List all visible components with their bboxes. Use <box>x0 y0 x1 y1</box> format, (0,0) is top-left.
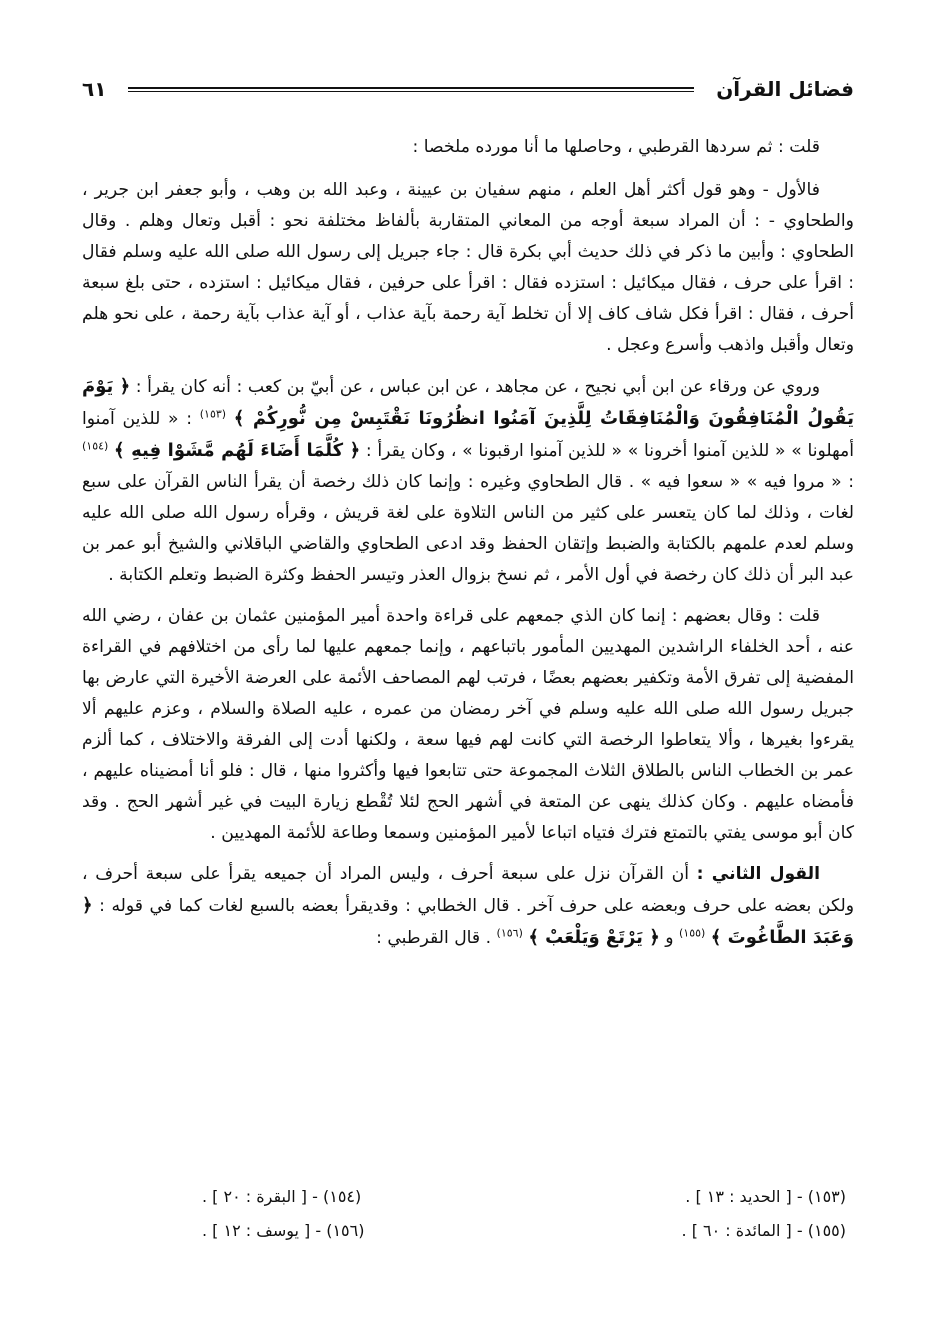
page-body <box>82 132 854 964</box>
footnote-ref: (١٥٣) <box>199 407 227 421</box>
quran-verse: ﴿ يَوْمَ يَقُولُ الْمُنَافِقُونَ وَالْمُنَافِقَاتُ لِلَّذِينَ آمَنُوا انظُرُونَا نَقْتَبِسْ مِن نُّورِكُمْ ﴾ <box>82 376 854 429</box>
footnote-ref: (١٥٤) <box>82 439 109 453</box>
quran-verse: ﴿ وَعَبَدَ الطَّاغُوتَ ﴾ <box>82 895 854 948</box>
page-number: ٦١ <box>82 77 107 101</box>
paragraph-text: . قال القرطبي : <box>376 928 492 948</box>
footnote-item: (١٥٦) - [ يوسف : ١٢ ] . <box>202 1221 365 1240</box>
footnote-ref: (١٥٦) <box>496 926 523 940</box>
header-rule <box>128 87 694 92</box>
conjunction: و <box>665 928 674 948</box>
running-title: فضائل القرآن <box>716 77 854 101</box>
quran-verse: ﴿ كُلَّمَا أَضَاءَ لَهُم مَّشَوْا فِيهِ ﴾ <box>114 440 361 461</box>
paragraph-ubayy-reading <box>82 371 854 591</box>
paragraph-text: : « للذين آمنوا أمهلونا » « للذين آمنوا أخرونا » « للذين آمنوا ارقبونا » ، وكان يقرأ : <box>82 409 854 461</box>
paragraph-text: وروي عن ورقاء عن ابن أبي نجيح ، عن مجاهد ، عن ابن عباس ، عن أبيّ بن كعب : أنه كان يقرأ : <box>135 377 820 397</box>
footnote-item: (١٥٥) - [ المائدة : ٦٠ ] . <box>681 1221 846 1240</box>
footnotes <box>82 1180 854 1248</box>
paragraph-intro <box>82 132 854 163</box>
quran-verse: ﴿ يَرْتَعْ وَيَلْعَبْ ﴾ <box>528 927 660 948</box>
paragraph-uthman <box>82 601 854 849</box>
paragraph-text: : « مروا فيه » « سعوا فيه » . قال الطحاوي وغيره : وإنما كان ذلك رخصة أن يقرأ الناس القرآن على سبع لغات ، وذلك لما كان يتعسر على كثير من الناس التلاوة على لغة قريش ، وقرأه رسول الله صلى الله عليه وسلم لعدم علمهم بالكتابة والضبط وإتقان الحفظ وقد ادعى الطحاوي والقاضي الباقلاني والشيخ أبو عمر بن عبد البر أن ذلك كان رخصة في أول الأمر ، ثم نسخ بزوال العذر وتيسر الحفظ وكثرة الضبط وتعلم الكتابة . <box>82 472 854 585</box>
footnote-row <box>82 1180 854 1214</box>
paragraph-second-opinion <box>82 859 854 954</box>
footnote-ref: (١٥٥) <box>679 926 706 940</box>
page-header <box>82 74 854 104</box>
paragraph-text: قلت : وقال بعضهم : إنما كان الذي جمعهم على قراءة واحدة أمير المؤمنين عثمان بن عفان ، رضي الله عنه ، أحد الخلفاء الراشدين المهديين المأمور باتباعهم ، وإنما جمعهم عليها لما رأى من اختلافهم في القراءة المفضية إلى تفرق الأمة وتكفير بعضهم بعضًا ، فرتب لهم المصاحف الأئمة على العرضة الأخيرة التي عارض بها جبريل رسول الله صلى الله عليه وسلم في آخر رمضان من عمره ، عليه الصلاة والسلام ، وعزم عليهم ألا يقرءوا بغيرها ، وألا يتعاطوا الرخصة التي كانت لهم فيها سعة ، ولكنها أدت إلى الفرقة والاختلاف ، كما ألزم عمر بن الخطاب الناس بالطلاق الثلاث المجموعة حتى تتابعوا فيها وأكثروا منها ، قال : فلو أنا أمضيناه عليهم ، فأمضاه عليهم . وكان كذلك ينهى عن المتعة في أشهر الحج لئلا تُقْطع زيارة البيت في غير أشهر الحج . وقد كان أبو موسى يفتي بالتمتع فترك فتياه اتباعا لأمير المؤمنين وسمعا وطاعة للأئمة المهديين . <box>82 606 854 843</box>
footnote-item: (١٥٤) - [ البقرة : ٢٠ ] . <box>202 1187 362 1206</box>
footnote-row <box>82 1214 854 1248</box>
section-lead: القول الثاني : <box>696 864 820 884</box>
paragraph-text: أن القرآن نزل على سبعة أحرف ، وليس المراد أن جميعه يقرأ على سبعة أحرف ، ولكن بعضه على حرف وبعضه على حرف آخر . قال الخطابي : وقديقرأ بعضه بالسبع لغات كما في قوله : <box>82 864 854 916</box>
paragraph-text: فالأول - وهو قول أكثر أهل العلم ، منهم سفيان بن عيينة ، وعبد الله بن وهب ، وأبو جعفر ابن جرير ، والطحاوي - : أن المراد سبعة أوجه من المعاني المتقاربة بألفاظ مختلفة نحو : أقبل وتعال وهلم . وقال الطحاوي : وأبين ما ذكر في ذلك حديث أبي بكرة قال : جاء جبريل إلى رسول الله صلى الله عليه وسلم فقال : اقرأ على حرف ، فقال ميكائيل : استزده فقال : اقرأ على حرفين ، فقال ميكائيل : استزده ، حتى بلغ سبعة أحرف ، فقال : اقرأ فكل شاف كاف إلا أن تخلط آية رحمة بآية عذاب ، أو آية عذاب بآية رحمة ، على نحو هلم وتعال وأقبل واذهب وأسرع وعجل . <box>82 180 854 355</box>
footnote-item: (١٥٣) - [ الحديد : ١٣ ] . <box>685 1187 846 1206</box>
paragraph-text: قلت : ثم سردها القرطبي ، وحاصلها ما أنا مورده ملخصا : <box>412 137 820 157</box>
paragraph-first-opinion <box>82 175 854 361</box>
